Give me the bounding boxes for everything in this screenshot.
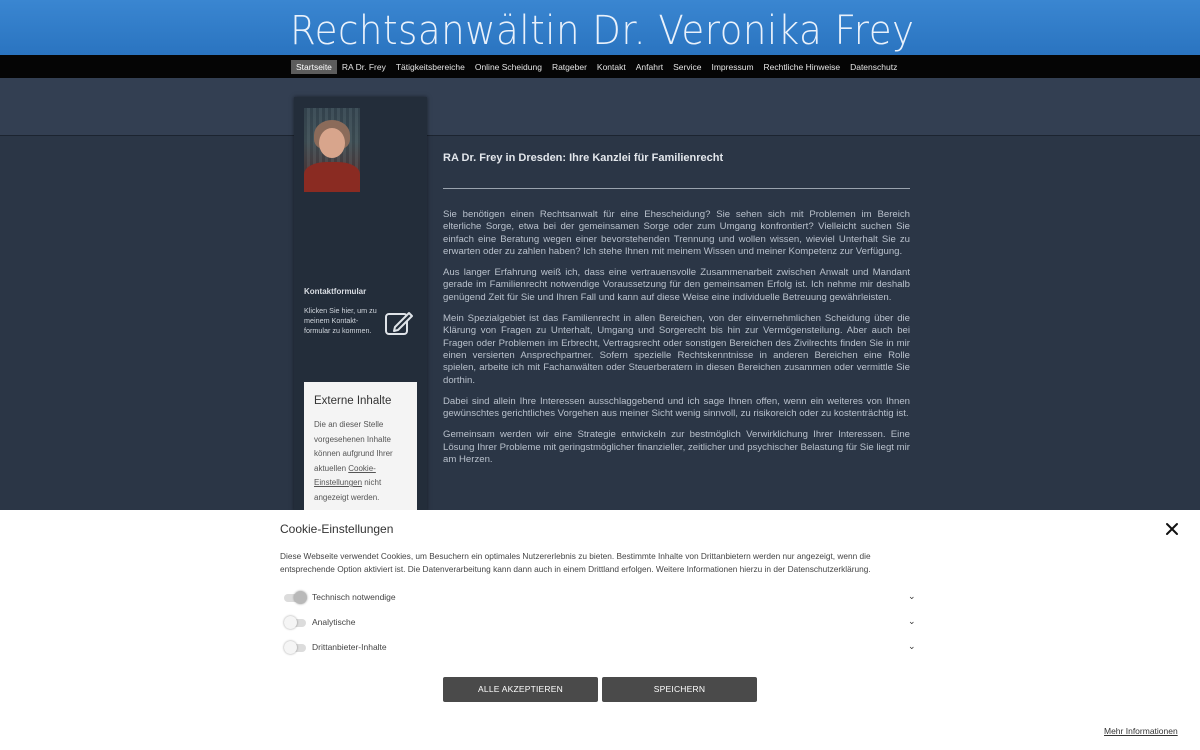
nav-item-impressum[interactable]: Impressum xyxy=(711,61,754,72)
portrait-photo xyxy=(304,108,360,192)
paragraph: Gemeinsam werden wir eine Strategie entwickeln zur bestmöglich Verwirklichung Ihrer Interessen. Eine Lösung Ihrer Probleme mit geringstmöglicher finanzieller, zeitlicher und psychischer Belastung für Sie liegt mir am Herzen. xyxy=(443,429,910,466)
external-content-text: Die an dieser Stelle vorgesehenen Inhalte können aufgrund Ihrer aktuellen Cookie-Einstellungen nicht angezeigt werden. xyxy=(314,420,393,502)
kontakt-text[interactable]: Klicken Sie hier, um zu meinem Kontakt-formular zu kommen. xyxy=(304,306,377,335)
cookie-option-drittanbieter xyxy=(284,643,920,657)
paragraph: Dabei sind allein Ihre Interessen ausschlaggebend und ich sage Ihnen offen, wenn ein weiteres von Ihnen gewünschtes gerichtliches Vorgehen aus meiner Sicht wenig sinnvoll, zu risikoreich oder zu kostenträchtig ist. xyxy=(443,395,910,420)
site-title[interactable]: Rechtsanwältin Dr. Veronika Frey xyxy=(290,8,915,54)
cookie-option-label: Analytische xyxy=(312,617,356,627)
nav-item-rechtliche-hinweise[interactable]: Rechtliche Hinweise xyxy=(763,61,841,72)
paragraph: Sie benötigen einen Rechtsanwalt für eine Ehescheidung? Sie sehen sich mit Problemen im Bereich elterliche Sorge, etwa bei der gemeinsamen Sorge oder zum Umgang konfrontiert? Vielleicht suchen Sie einfach eine Beratung wegen einer bevorstehenden Trennung und wollen wissen, wieviel Unterhalt Sie zu erwarten oder zu zahlen haben? Ich stehe Ihnen mit meinem Wissen und meiner Kompetenz zur Verfügung. xyxy=(443,209,910,257)
nav-item-datenschutz[interactable]: Datenschutz xyxy=(850,61,898,72)
edit-icon[interactable] xyxy=(384,309,414,337)
site-header xyxy=(0,0,1200,55)
cookie-option-label: Drittanbieter-Inhalte xyxy=(312,642,387,652)
cookie-banner xyxy=(0,510,1200,750)
close-icon[interactable] xyxy=(1164,521,1180,537)
paragraph: Aus langer Erfahrung weiß ich, dass eine vertrauensvolle Zusammenarbeit zwischen Anwalt und Mandant gerade im Familienrecht notwendige Voraussetzung für den gemeinsamen Erfolg ist. Ich nehme mir deshalb genügend Zeit für Sie und Ihren Fall und kann auf diese Weise eine individuelle Betreuung gewährleisten. xyxy=(443,267,910,303)
header-band xyxy=(0,78,1200,136)
chevron-down-icon[interactable]: ⌄ xyxy=(908,641,916,651)
toggle-analytisch[interactable] xyxy=(284,619,306,627)
divider xyxy=(443,188,910,189)
page-title: RA Dr. Frey in Dresden: Ihre Kanzlei für Familienrecht xyxy=(443,152,724,164)
kontakt-title: Kontaktformular xyxy=(304,287,367,296)
nav-item-anfahrt[interactable]: Anfahrt xyxy=(635,61,664,72)
save-button[interactable]: SPEICHERN xyxy=(602,677,757,702)
toggle-drittanbieter[interactable] xyxy=(284,644,306,652)
toggle-technisch[interactable] xyxy=(284,594,306,602)
nav-item-ratgeber[interactable]: Ratgeber xyxy=(551,61,587,72)
nav-item-taetigkeitsbereiche[interactable]: Tätigkeitsbereiche xyxy=(395,61,465,72)
nav-item-startseite[interactable]: Startseite xyxy=(291,60,337,74)
nav-item-online-scheidung[interactable]: Online Scheidung xyxy=(474,61,542,72)
cookie-option-analytisch xyxy=(284,618,920,632)
nav-item-service[interactable]: Service xyxy=(673,61,702,72)
more-info-link[interactable]: Mehr Informationen xyxy=(1104,726,1178,736)
nav-item-kontakt[interactable]: Kontakt xyxy=(596,61,626,72)
external-content-box xyxy=(304,382,417,512)
cookie-settings-link[interactable]: Cookie-Einstellungen xyxy=(314,463,376,487)
cookie-description: Diese Webseite verwendet Cookies, um Besuchern ein optimales Nutzererlebnis zu bieten. Bestimmte Inhalte von Drittanbietern werden nur angezeigt, wenn die entsprechende Option aktiviert ist. Die Datenverarbeitung kann dann auch in einem Drittland erfolgen. Weitere Informationen hierzu in der Datenschutzerklärung. xyxy=(280,551,871,574)
chevron-down-icon[interactable]: ⌄ xyxy=(908,591,916,601)
nav-item-ra-dr-frey[interactable]: RA Dr. Frey xyxy=(341,61,386,72)
accept-all-button[interactable]: ALLE AKZEPTIEREN xyxy=(443,677,598,702)
chevron-down-icon[interactable]: ⌄ xyxy=(908,616,916,626)
cookie-title: Cookie-Einstellungen xyxy=(280,522,394,536)
cookie-option-technisch xyxy=(284,593,920,607)
main-nav xyxy=(0,55,1200,78)
external-content-title: Externe Inhalte xyxy=(314,395,392,407)
main-content xyxy=(443,145,910,466)
sidebar xyxy=(294,97,427,512)
cookie-option-label: Technisch notwendige xyxy=(312,592,396,602)
paragraph: Mein Spezialgebiet ist das Familienrecht in allen Bereichen, von der einvernehmlichen Scheidung über die Klärung von Fragen zu Unterhalt, Umgang und Sorgerecht bis hin zur Vermögensteilung. Aber auch bei Fragen oder Problemen im Erbrecht, Vertragsrecht oder sonstigen Bereichen des Zivilrechts finden Sie in mir einen versierten Ansprechpartner. Sofern spezielle Rechtskenntnisse in anderen Bereichen eine Rolle spielen, arbeite ich mit Fachanwälten oder Steuerberatern in diesen Bereichen zusammen oder vermittle Sie dorthin. xyxy=(443,313,910,386)
